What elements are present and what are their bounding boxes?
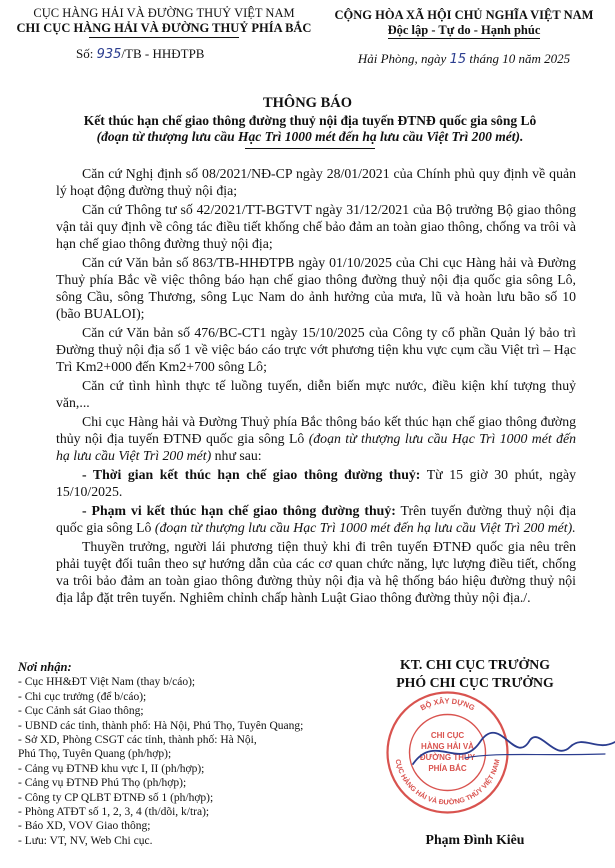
agency-underline	[89, 37, 239, 38]
signer-name: Phạm Đình Kiêu	[425, 832, 525, 847]
end-time-value: Từ 15 giờ 30 phút, ngày 15/10/2025.	[56, 467, 576, 499]
seal-text-bottom: CỤC HÀNG HẢI VÀ ĐƯỜNG THỦY VIỆT NAM	[393, 758, 502, 807]
recipient-item: - UBND các tỉnh, thành phố: Hà Nội, Phú Thọ, Tuyên Quang;	[18, 719, 304, 732]
body-paragraph-4: Căn cứ Văn bản số 476/BC-CT1 ngày 15/10/2025 của Công ty cổ phần Quản lý bảo trì Đường thuỷ nội địa số 1 về việc báo cáo trực vớt phương tiện khu vực cụm cầu Việt trì – Hạc Trì Km2+000 đến Km2+700 sông Lô;	[56, 325, 576, 374]
national-title: CỘNG HÒA XÃ HỘI CHỦ NGHĨA VIỆT NAM	[334, 8, 594, 22]
signature-title-2: PHÓ CHI CỤC TRƯỞNG	[396, 675, 554, 690]
recipients-list	[18, 675, 318, 848]
national-header-block	[318, 8, 610, 67]
document-title: THÔNG BÁO	[262, 95, 353, 111]
seal-text-top: BỘ XÂY DỰNG	[418, 696, 477, 713]
recipient-item: - Sở XD, Phòng CSGT các tỉnh, thành phố: Hà Nội,	[18, 734, 257, 747]
subject-underline	[245, 148, 375, 149]
body-paragraph-2: Căn cứ Thông tư số 42/2021/TT-BGTVT ngày 31/12/2021 của Bộ trưởng Bộ giao thông vận tải quy định về công tác điều tiết khống chế bảo đảm an toàn giao thông, chống va trôi và hạn chế giao thông đường thuỷ nội địa;	[56, 202, 576, 251]
body-paragraph-6-italic: (đoạn từ thượng lưu cầu Hạc Trì 1000 mét đến hạ lưu cầu Việt Trì 200 mét)	[56, 431, 576, 463]
subject-line-1: Kết thúc hạn chế giao thông đường thuỷ nội địa tuyến ĐTNĐ quốc gia sông Lô	[83, 113, 537, 128]
scope-label: - Phạm vi kết thúc hạn chế giao thông đường thuỷ:	[82, 503, 396, 518]
body-paragraph-7	[56, 466, 576, 500]
body-paragraph-1: Căn cứ Nghị định số 08/2021/NĐ-CP ngày 28/01/2021 của Chính phủ quy định về quản lý hoạt động đường thuỷ nội địa;	[56, 166, 576, 198]
body-paragraph-8	[56, 502, 576, 536]
issue-date	[318, 51, 610, 67]
recipients-block	[18, 660, 318, 848]
document-subject	[40, 113, 580, 149]
body-paragraph-6	[56, 413, 576, 464]
national-motto: Độc lập - Tự do - Hạnh phúc	[387, 23, 541, 37]
document-number-label: Số:	[76, 46, 94, 61]
parent-agency-name: CỤC HÀNG HẢI VÀ ĐƯỜNG THUỶ VIỆT NAM	[33, 6, 295, 20]
handwritten-signature	[405, 712, 615, 792]
scope-text: Trên tuyến đường thuỷ nội địa quốc gia sông Lô	[56, 503, 577, 535]
issuing-agency-block	[14, 6, 314, 62]
recipient-item: Phú Thọ, Tuyên Quang (ph/hợp);	[18, 748, 172, 761]
body-paragraph-3: Căn cứ Văn bản số 863/TB-HHĐTPB ngày 01/10/2025 của Chi cục Hàng hải và Đường Thuỷ phía Bắc về việc thông báo hạn chế giao thông đường thuỷ nội địa quốc gia sông Lô, sông Cầu, sông Thương, sông Lục Nam do ảnh hưởng của mưa, lũ và hoàn lưu bão số 10 (bão BUALOI);	[56, 255, 576, 321]
seal-center-1: CHI CỤC	[430, 731, 465, 740]
recipient-item: - Công ty CP QLBT ĐTNĐ số 1 (ph/hợp);	[18, 791, 214, 804]
issue-date-day-handwritten: 15	[449, 52, 467, 67]
body-paragraph-6-end: như sau:	[211, 448, 262, 463]
body-paragraph-6-text: Chi cục Hàng hải và Đường Thuỷ phía Bắc thông báo kết thúc hạn chế giao thông đường thủy nội địa tuyến ĐTNĐ quốc gia sông Lô	[56, 414, 576, 446]
recipient-item: - Báo XD, VOV Giao thông;	[18, 820, 151, 833]
document-number	[14, 46, 314, 62]
issuing-agency-name: CHI CỤC HÀNG HẢI VÀ ĐƯỜNG THUỶ PHÍA BẮC	[16, 21, 312, 35]
body-paragraph-9: Thuyền trưởng, người lái phương tiện thuỷ khi đi trên tuyến ĐTNĐ quốc gia nêu trên phải tuyệt đối tuân theo sự hướng dẫn của các cơ quan chức năng, lực lượng điều tiết, chống va trôi bảo đảm an toàn giao thông đường thủy nội địa và hệ thống báo hiệu đường thuỷ nội địa lắp đặt trên tuyến. Nghiêm chỉnh chấp hành Luật Giao thông đường thủy nội địa./.	[56, 539, 576, 605]
recipient-item: - Cục Cảnh sát Giao thông;	[18, 705, 144, 718]
recipient-item: - Phòng ATĐT số 1, 2, 3, 4 (th/dõi, k/tra);	[18, 806, 210, 819]
subject-line-2: (đoạn từ thượng lưu cầu Hạc Trì 1000 mét đến hạ lưu cầu Việt Trì 200 mét).	[96, 129, 524, 144]
scope-italic: (đoạn từ thượng lưu cầu Hạc Trì 1000 mét đến hạ lưu cầu Việt Trì 200 mét).	[154, 520, 576, 535]
seal-center-3: ĐƯỜNG THỦY	[419, 753, 476, 762]
document-number-handwritten: 935	[96, 47, 122, 62]
recipient-item: - Cục HH&ĐT Việt Nam (thay b/cáo);	[18, 676, 196, 689]
recipients-heading: Nơi nhận:	[18, 660, 72, 674]
recipient-item: - Lưu: VT, NV, Web Chi cục.	[18, 834, 153, 847]
recipient-item: - Cảng vụ ĐTNĐ khu vực I, II (ph/hợp);	[18, 762, 205, 775]
document-body	[56, 165, 576, 608]
recipient-item: - Cảng vụ ĐTNĐ Phú Thọ (ph/hợp);	[18, 777, 187, 790]
body-paragraph-5: Căn cứ tình hình thực tế luồng tuyến, diễn biến mực nước, điều kiện khí tượng thuỷ văn,...	[56, 378, 576, 410]
svg-text:BỘ XÂY DỰNG	[419, 696, 477, 712]
seal-center-4: PHÍA BẮC	[428, 764, 467, 773]
issue-date-prefix: Hải Phòng, ngày	[357, 51, 447, 66]
issue-date-suffix: tháng 10 năm 2025	[469, 51, 571, 66]
document-number-suffix: /TB - HHĐTPB	[121, 46, 205, 61]
recipient-item: - Chi cục trưởng (để b/cáo);	[18, 690, 147, 703]
seal-center-2: HÀNG HẢI VÀ	[421, 742, 474, 751]
end-time-label: - Thời gian kết thúc hạn chế giao thông đường thuỷ:	[82, 467, 421, 482]
signature-title-1: KT. CHI CỤC TRƯỞNG	[400, 657, 550, 672]
signature-titles	[340, 656, 610, 692]
